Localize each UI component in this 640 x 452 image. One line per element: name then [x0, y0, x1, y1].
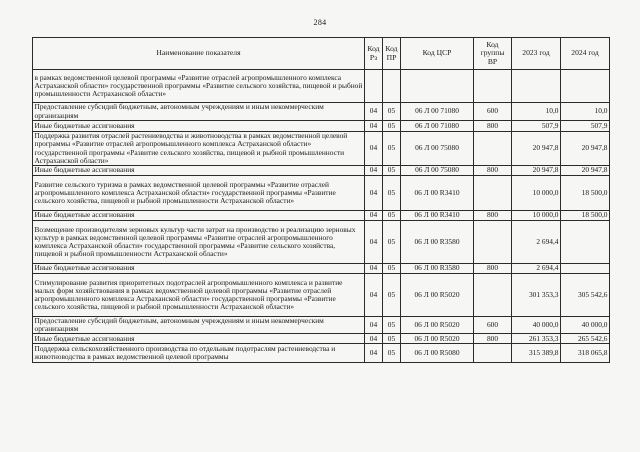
row-name-cell: Развитие сельского туризма в рамках ведомственной целевой программы «Развитие отраслей агропромышленного комплекса Астраханской области» государственной программы «Развитие сельского хозяйства, пищевой и рыбной промышленности Астраханской области» — [33, 176, 365, 211]
row-2024-cell: 18 500,0 — [561, 176, 610, 211]
row-vr-cell: 800 — [474, 166, 512, 176]
row-2023-cell: 20 947,8 — [512, 132, 561, 166]
table-row — [33, 121, 610, 132]
row-name-cell: Поддержка развития отраслей растениеводства и животноводства в рамках ведомственной целевой программы «Развитие отраслей агропромышленного комплекса Астраханской области» государственной программы «Развитие сельского хозяйства, пищевой и рыбной промышленности Астраханской области» — [33, 132, 365, 166]
row-pr-cell: 05 — [383, 103, 401, 121]
row-vr-cell: 600 — [474, 103, 512, 121]
row-rz-cell: 04 — [365, 132, 383, 166]
row-csr-cell: 06 Л 00 R3410 — [401, 176, 474, 211]
row-2023-cell: 2 694,4 — [512, 221, 561, 264]
header-rz: Код Рз — [365, 38, 383, 70]
table-row — [33, 334, 610, 344]
row-name-cell: Предоставление субсидий бюджетным, автономным учреждениям и иным некоммерческим организациям — [33, 317, 365, 334]
row-2024-cell: 507,9 — [561, 121, 610, 132]
row-2024-cell: 318 065,8 — [561, 344, 610, 363]
header-vr: Код группы ВР — [474, 38, 512, 70]
row-pr-cell: 05 — [383, 211, 401, 221]
row-2024-cell: 265 542,6 — [561, 334, 610, 344]
header-name: Наименование показателя — [33, 38, 365, 70]
row-vr-cell: 800 — [474, 121, 512, 132]
row-csr-cell: 06 Л 00 R5080 — [401, 344, 474, 363]
row-csr-cell: 06 Л 00 75080 — [401, 166, 474, 176]
row-2024-cell: 20 947,8 — [561, 132, 610, 166]
row-vr-cell — [474, 70, 512, 103]
row-csr-cell: 06 Л 00 R3580 — [401, 264, 474, 274]
row-2024-cell: 20 947,8 — [561, 166, 610, 176]
table-row — [33, 132, 610, 166]
row-2023-cell: 10 000,0 — [512, 176, 561, 211]
row-csr-cell: 06 Л 00 71080 — [401, 121, 474, 132]
header-csr: Код ЦСР — [401, 38, 474, 70]
row-pr-cell: 05 — [383, 121, 401, 132]
row-pr-cell: 05 — [383, 317, 401, 334]
row-name-cell: Иные бюджетные ассигнования — [33, 121, 365, 132]
row-pr-cell: 05 — [383, 176, 401, 211]
table-row — [33, 264, 610, 274]
row-vr-cell — [474, 132, 512, 166]
row-name-cell: Поддержка сельскохозяйственного производства по отдельным подотраслям растениеводства и животноводства в рамках ведомственной целевой программы — [33, 344, 365, 363]
budget-table — [32, 37, 610, 363]
header-2024: 2024 год — [561, 38, 610, 70]
row-vr-cell: 600 — [474, 317, 512, 334]
row-vr-cell: 800 — [474, 264, 512, 274]
row-2024-cell: 40 000,0 — [561, 317, 610, 334]
row-vr-cell — [474, 274, 512, 317]
table-row — [33, 344, 610, 363]
row-csr-cell: 06 Л 00 R3580 — [401, 221, 474, 264]
table-row — [33, 70, 610, 103]
row-pr-cell: 05 — [383, 344, 401, 363]
row-2024-cell — [561, 70, 610, 103]
row-vr-cell — [474, 344, 512, 363]
row-rz-cell: 04 — [365, 221, 383, 264]
row-pr-cell: 05 — [383, 132, 401, 166]
table-row — [33, 274, 610, 317]
row-csr-cell: 06 Л 00 71080 — [401, 103, 474, 121]
table-header-row — [33, 38, 610, 70]
row-2023-cell — [512, 70, 561, 103]
row-vr-cell: 800 — [474, 334, 512, 344]
table-row — [33, 176, 610, 211]
row-2024-cell: 10,0 — [561, 103, 610, 121]
row-rz-cell — [365, 70, 383, 103]
row-pr-cell: 05 — [383, 274, 401, 317]
row-rz-cell: 04 — [365, 121, 383, 132]
header-2023: 2023 год — [512, 38, 561, 70]
header-pr: Код ПР — [383, 38, 401, 70]
table-row — [33, 103, 610, 121]
row-2024-cell — [561, 264, 610, 274]
row-name-cell: Иные бюджетные ассигнования — [33, 334, 365, 344]
row-2024-cell: 18 500,0 — [561, 211, 610, 221]
row-pr-cell: 05 — [383, 166, 401, 176]
row-2023-cell: 10 000,0 — [512, 211, 561, 221]
row-2023-cell: 2 694,4 — [512, 264, 561, 274]
row-2023-cell: 40 000,0 — [512, 317, 561, 334]
row-2023-cell: 10,0 — [512, 103, 561, 121]
row-csr-cell — [401, 70, 474, 103]
row-rz-cell: 04 — [365, 317, 383, 334]
row-csr-cell: 06 Л 00 R5020 — [401, 274, 474, 317]
row-rz-cell: 04 — [365, 176, 383, 211]
table-body — [33, 70, 610, 363]
row-name-cell: Возмещение производителям зерновых культур части затрат на производство и реализацию зерновых культур в рамках ведомственной целевой программы «Развитие отраслей агропромышленного комплекса Астраханской области» государственной программы «Развитие сельского хозяйства, пищевой и рыбной промышленности Астраханской области» — [33, 221, 365, 264]
row-vr-cell — [474, 221, 512, 264]
row-csr-cell: 06 Л 00 75080 — [401, 132, 474, 166]
page-number: 284 — [313, 18, 327, 27]
row-csr-cell: 06 Л 00 R3410 — [401, 211, 474, 221]
row-name-cell: Стимулирование развития приоритетных подотраслей агропромышленного комплекса и развитие малых форм хозяйствования в рамках ведомственной целевой программы «Развитие отраслей агропромышленного комплекса Астраханской области» государственной программы «Развитие сельского хозяйства, пищевой и рыбной промышленности Астраханской области» — [33, 274, 365, 317]
row-rz-cell: 04 — [365, 344, 383, 363]
row-2023-cell: 261 353,3 — [512, 334, 561, 344]
row-rz-cell: 04 — [365, 264, 383, 274]
row-2023-cell: 507,9 — [512, 121, 561, 132]
row-name-cell: Иные бюджетные ассигнования — [33, 166, 365, 176]
row-rz-cell: 04 — [365, 334, 383, 344]
row-name-cell: в рамках ведомственной целевой программы «Развитие отраслей агропромышленного комплекса Астраханской области» государственной программы «Развитие сельского хозяйства, пищевой и рыбной промышленности Астраханской области» — [33, 70, 365, 103]
row-csr-cell: 06 Л 00 R5020 — [401, 334, 474, 344]
table-row — [33, 211, 610, 221]
row-name-cell: Иные бюджетные ассигнования — [33, 264, 365, 274]
table-row — [33, 317, 610, 334]
row-rz-cell: 04 — [365, 211, 383, 221]
row-name-cell: Иные бюджетные ассигнования — [33, 211, 365, 221]
row-2023-cell: 20 947,8 — [512, 166, 561, 176]
row-pr-cell — [383, 70, 401, 103]
row-pr-cell: 05 — [383, 334, 401, 344]
row-name-cell: Предоставление субсидий бюджетным, автономным учреждениям и иным некоммерческим организациям — [33, 103, 365, 121]
row-2023-cell: 301 353,3 — [512, 274, 561, 317]
row-rz-cell: 04 — [365, 166, 383, 176]
row-rz-cell: 04 — [365, 274, 383, 317]
row-csr-cell: 06 Л 00 R5020 — [401, 317, 474, 334]
row-vr-cell: 800 — [474, 211, 512, 221]
table-row — [33, 221, 610, 264]
row-2024-cell — [561, 221, 610, 264]
row-vr-cell — [474, 176, 512, 211]
row-pr-cell: 05 — [383, 221, 401, 264]
row-2024-cell: 305 542,6 — [561, 274, 610, 317]
row-rz-cell: 04 — [365, 103, 383, 121]
table-row — [33, 166, 610, 176]
row-pr-cell: 05 — [383, 264, 401, 274]
row-2023-cell: 315 389,8 — [512, 344, 561, 363]
